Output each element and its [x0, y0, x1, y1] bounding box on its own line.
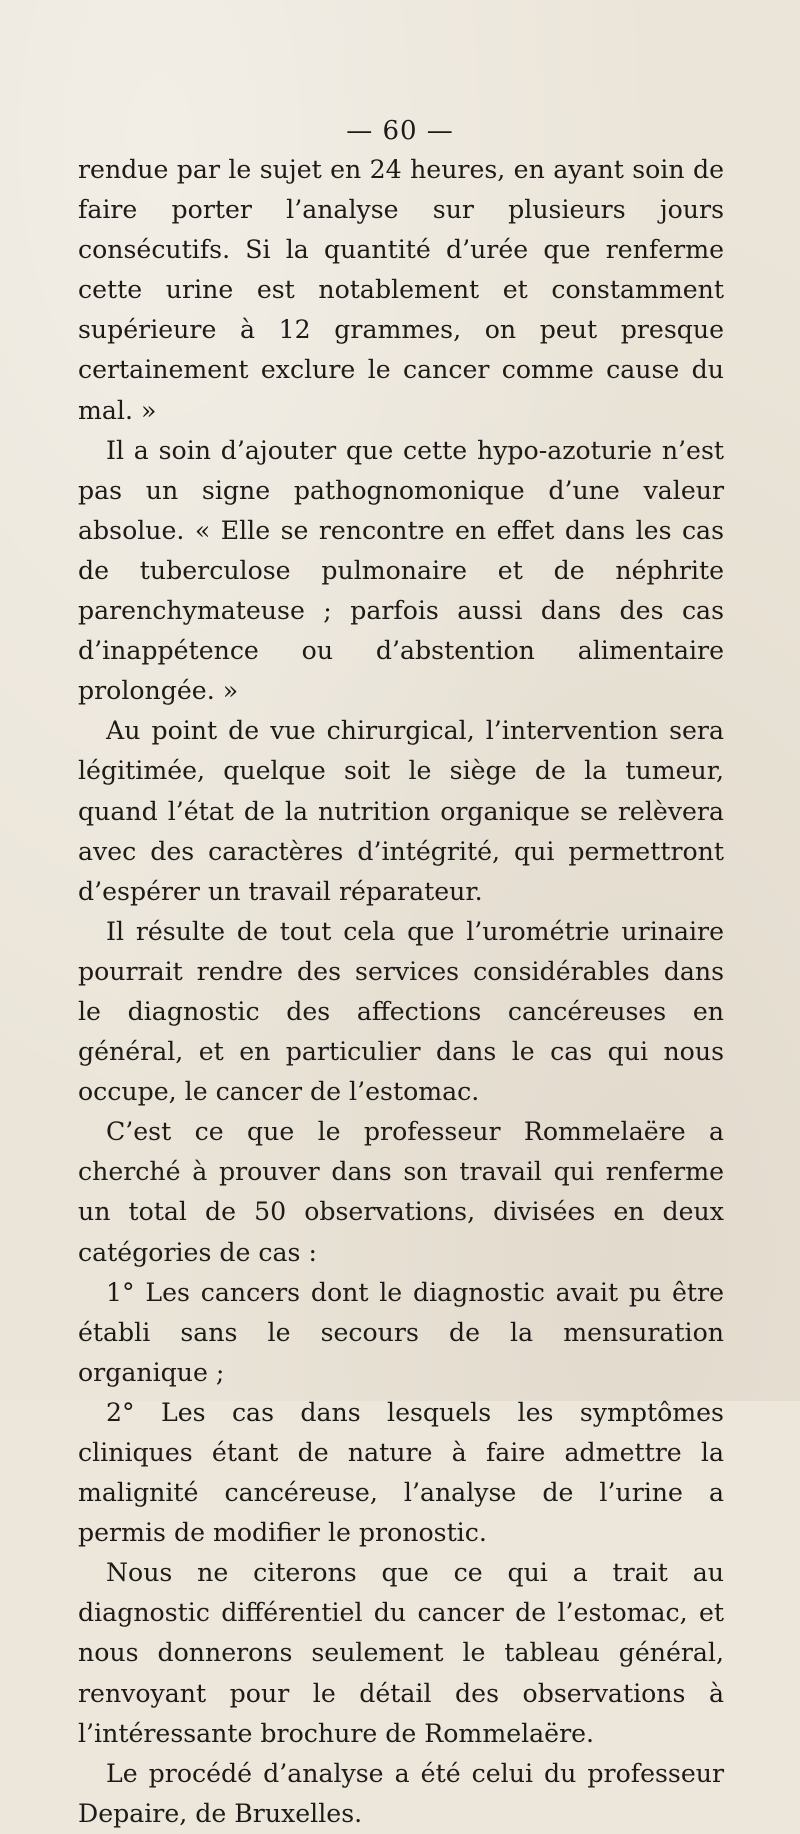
- body-text: [78, 150, 724, 1834]
- paragraph-3: Au point de vue chirurgical, l’intervention sera légitimée, quelque soit le siège de la tumeur, quand l’état de la nutrition organique se relèvera avec des caractères d’intégrité, qui permettront d’espérer un travail réparateur.: [78, 716, 724, 906]
- paragraph-5: C’est ce que le professeur Rommelaëre a cherché à prouver dans son travail qui renferme un total de 50 observations, divisées en deux catégories de cas :: [78, 1117, 724, 1267]
- page-number: — 60 —: [346, 116, 454, 146]
- paragraph-1: rendue par le sujet en 24 heures, en ayant soin de faire porter l’analyse sur plusieurs jours consécutifs. Si la quantité d’urée que renferme cette urine est notablement et constamment supérieure à 12 grammes, on peut presque certainement exclure le cancer comme cause du mal. »: [78, 155, 724, 425]
- paragraph-9: Le procédé d’analyse a été celui du professeur Depaire, de Bruxelles.: [78, 1758, 724, 1828]
- paragraph-4: Il résulte de tout cela que l’urométrie urinaire pourrait rendre des services considérables dans le diagnostic des affections cancéreuses en général, et en particulier dans le cas qui nous occupe, le cancer de l’estomac.: [78, 916, 724, 1107]
- paragraph-6: 1° Les cancers dont le diagnostic avait pu être établi sans le secours de la mensuration organique ;: [78, 1277, 724, 1387]
- paragraph-8: Nous ne citerons que ce qui a trait au diagnostic différentiel du cancer de l’estomac, et nous donnerons seulement le tableau général, renvoyant pour le détail des observations à l’intéressante brochure de Rommelaëre.: [78, 1558, 724, 1748]
- paragraph-2: Il a soin d’ajouter que cette hypo-azoturie n’est pas un signe pathognomonique d’une valeur absolue. « Elle se rencontre en effet dans les cas de tuberculose pulmonaire et de néphrite parenchymateuse ; parfois aussi dans des cas d’inappétence ou d’abstention alimentaire prolongée. »: [78, 435, 724, 706]
- paragraph-7: 2° Les cas dans lesquels les symptômes cliniques étant de nature à faire admettre la malignité cancéreuse, l’analyse de l’urine a permis de modifier le pronostic.: [78, 1397, 724, 1548]
